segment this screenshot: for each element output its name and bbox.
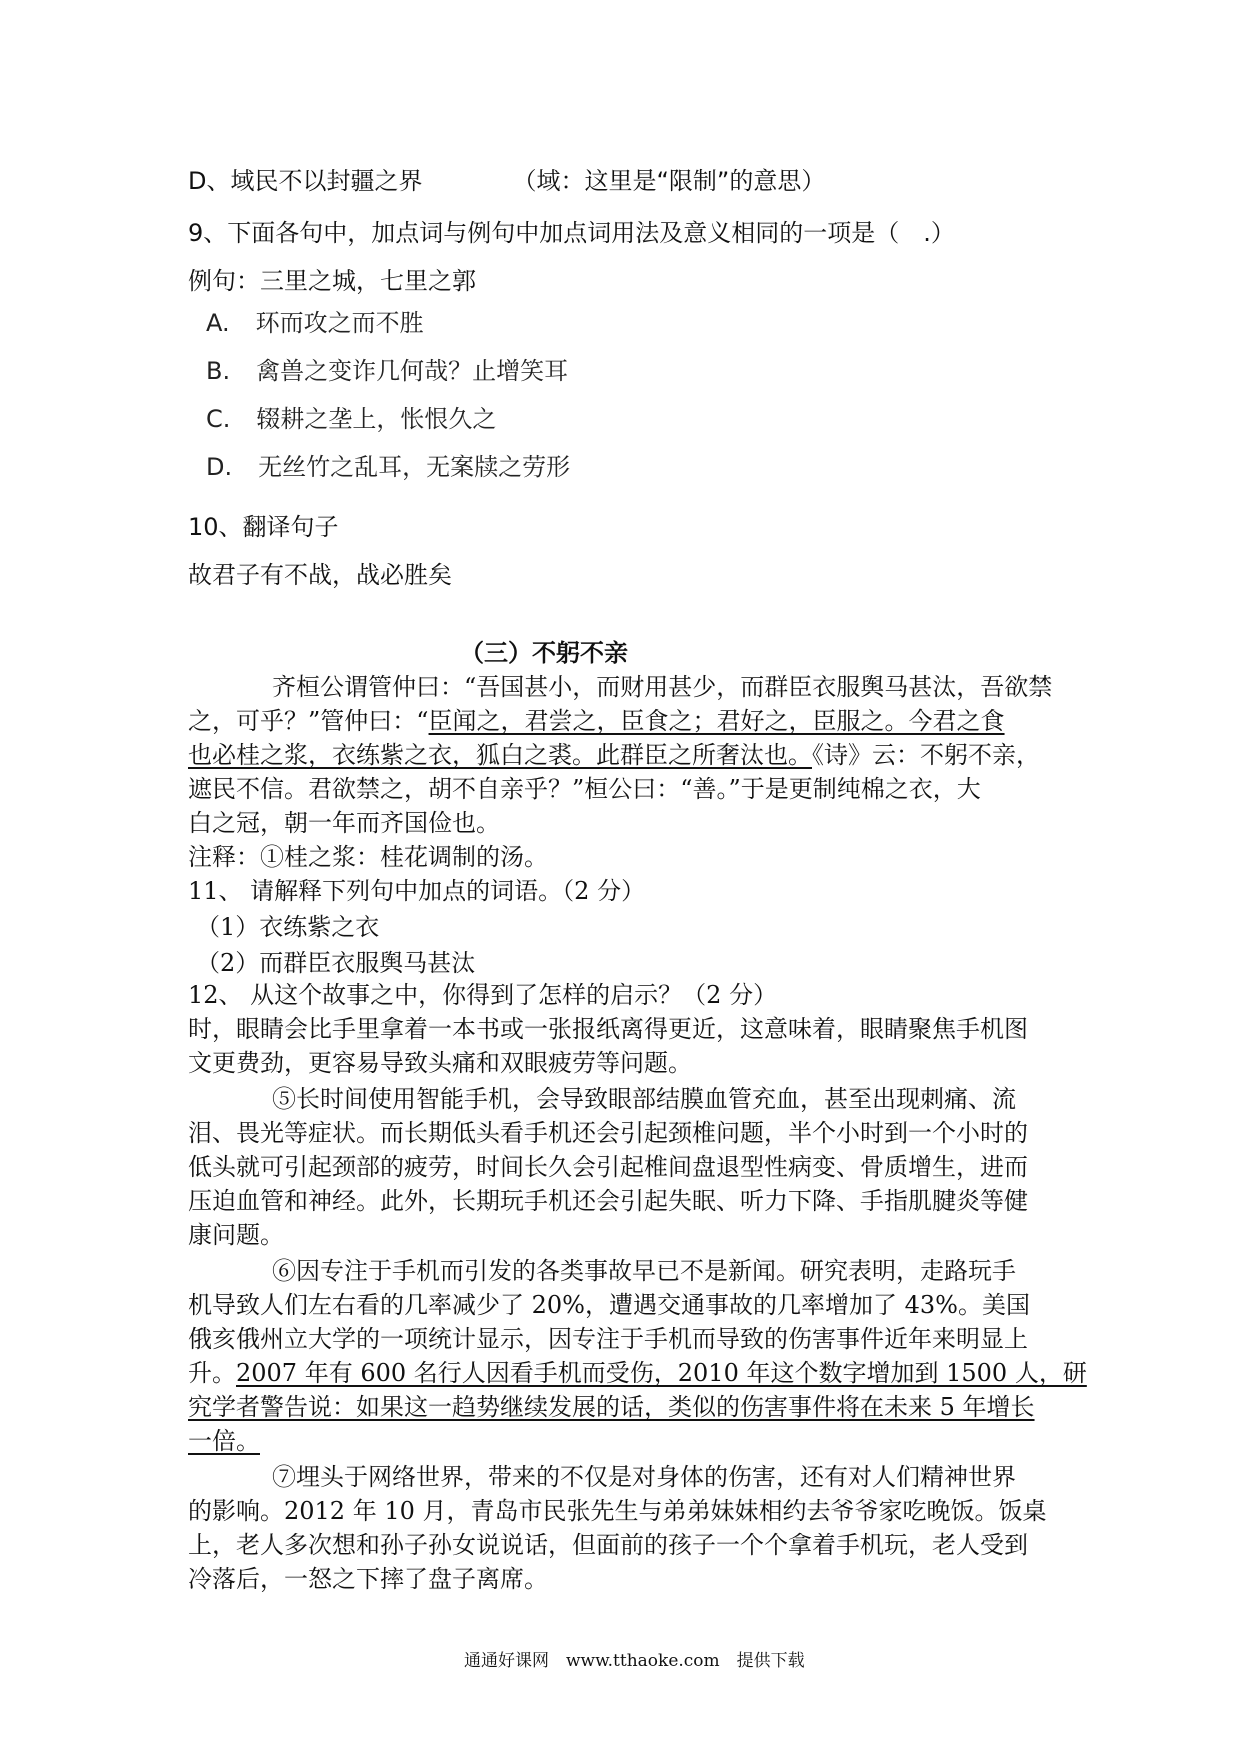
q8-option-d-text: D、域民不以封疆之界 bbox=[188, 167, 423, 195]
article-line: 压迫血管和神经。此外，长期玩手机还会引起失眠、听力下降、手指肌腱炎等健 bbox=[188, 1187, 1028, 1215]
q9-option-letter: B. bbox=[206, 357, 231, 385]
q9-option-text: 环而攻之而不胜 bbox=[255, 309, 424, 337]
article-line: 的影响。2012 年 10 月，青岛市民张先生与弟弟妹妹相约去爷爷家吃晚饭。饭桌 bbox=[188, 1497, 1047, 1525]
article-line: 机导致人们左右看的几率减少了 20%，遭遇交通事故的几率增加了 43%。美国 bbox=[188, 1291, 1030, 1319]
article-line: 冷落后，一怒之下摔了盘子离席。 bbox=[188, 1565, 548, 1593]
footer-download-note: 通通好课网 www.tthaoke.com 提供下载 bbox=[464, 1651, 805, 1671]
article-line: 低头就可引起颈部的疲劳，时间长久会引起椎间盘退型性病变、骨质增生，进而 bbox=[188, 1153, 1028, 1181]
article-line bbox=[188, 1084, 1016, 1114]
article-text: ⑥因专注于手机而引发的各类事故早已不是新闻。研究表明，走路玩手 bbox=[272, 1257, 1016, 1285]
q10-stem: 10、翻译句子 bbox=[188, 513, 339, 541]
article-line bbox=[188, 1462, 1016, 1492]
article-line: 康问题。 bbox=[188, 1221, 284, 1249]
passage-line: 白之冠，朝一年而齐国俭也。 bbox=[188, 809, 500, 837]
article-line: 上，老人多次想和孙子孙女说说话，但面前的孩子一个个拿着手机玩，老人受到 bbox=[188, 1531, 1028, 1559]
article-line: 俄亥俄州立大学的一项统计显示，因专注于手机而导致的伤害事件近年来明显上 bbox=[188, 1325, 1028, 1353]
q9-option-letter: A. bbox=[206, 309, 230, 337]
q9-option-letter: C. bbox=[206, 405, 231, 433]
q9-option-a bbox=[206, 308, 424, 338]
passage-text: 《诗》云：不躬不亲， bbox=[812, 741, 1040, 769]
article-line bbox=[188, 1256, 1016, 1286]
article-line bbox=[188, 1358, 1087, 1388]
q9-option-letter: D. bbox=[206, 453, 233, 481]
q11-stem: 11、 请解释下列句中加点的词语。（2 分） bbox=[188, 877, 646, 905]
q8-option-d bbox=[188, 166, 825, 196]
passage-line bbox=[188, 706, 1005, 736]
passage-line bbox=[188, 672, 1052, 702]
underlined-article-text: 2007 年有 600 名行人因看手机而受伤，2010 年这个数字增加到 1500 人，研 bbox=[236, 1359, 1087, 1387]
q9-option-text: 无丝竹之乱耳，无案牍之劳形 bbox=[258, 453, 571, 481]
q9-option-text: 禽兽之变诈几何哉？止增笑耳 bbox=[256, 357, 569, 385]
passage-text: 齐桓公谓管仲曰：“吾国甚小，而财用甚少，而群臣衣服舆马甚汰，吾欲禁 bbox=[272, 673, 1053, 701]
q12-stem: 12、 从这个故事之中，你得到了怎样的启示？（2 分） bbox=[188, 981, 778, 1009]
underlined-article-line: 一倍。 bbox=[188, 1427, 260, 1455]
underlined-article-line: 究学者警告说：如果这一趋势继续发展的话，类似的伤害事件将在未来 5 年增长 bbox=[188, 1393, 1035, 1421]
article-text: ⑦埋头于网络世界，带来的不仅是对身体的伤害，还有对人们精神世界 bbox=[272, 1463, 1016, 1491]
passage-line: 遮民不信。君欲禁之，胡不自亲乎？”桓公曰：“善。”于是更制纯棉之衣，大 bbox=[188, 775, 981, 803]
article-text: 升。 bbox=[188, 1359, 236, 1387]
q10-sentence: 故君子有不战，战必胜矣 bbox=[188, 561, 452, 589]
article-text: ⑤长时间使用智能手机，会导致眼部结膜血管充血，甚至出现刺痛、流 bbox=[272, 1085, 1016, 1113]
underlined-passage-text: 也必桂之浆，衣练紫之衣，狐白之裘。此群臣之所奢汰也。 bbox=[188, 741, 812, 769]
q11-item-1: （1）衣练紫之衣 bbox=[196, 913, 380, 941]
passage-title: （三）不躬不亲 bbox=[460, 639, 628, 667]
q9-option-text: 辍耕之垄上，怅恨久之 bbox=[256, 405, 497, 433]
q8-option-d-note: （域：这里是“限制”的意思） bbox=[512, 167, 826, 195]
passage-text: 之，可乎？”管仲曰：“ bbox=[188, 707, 429, 735]
article-line: 泪、畏光等症状。而长期低头看手机还会引起颈椎问题，半个小时到一个小时的 bbox=[188, 1119, 1028, 1147]
q9-option-d bbox=[206, 452, 570, 482]
underlined-passage-text: 臣闻之，君尝之，臣食之；君好之，臣服之。今君之食 bbox=[428, 707, 1005, 735]
passage-line bbox=[188, 740, 1040, 770]
q9-option-c bbox=[206, 404, 496, 434]
q9-option-b bbox=[206, 356, 568, 386]
q11-item-2: （2）而群臣衣服舆马甚汰 bbox=[196, 949, 476, 977]
passage-note: 注释：①桂之浆：桂花调制的汤。 bbox=[188, 843, 548, 871]
q9-example: 例句：三里之城，七里之郭 bbox=[188, 267, 476, 295]
article-line: 文更费劲，更容易导致头痛和双眼疲劳等问题。 bbox=[188, 1049, 692, 1077]
q9-stem: 9、下面各句中，加点词与例句中加点词用法及意义相同的一项是（ .） bbox=[188, 219, 955, 247]
article-line: 时，眼睛会比手里拿着一本书或一张报纸离得更近，这意味着，眼睛聚焦手机图 bbox=[188, 1015, 1028, 1043]
